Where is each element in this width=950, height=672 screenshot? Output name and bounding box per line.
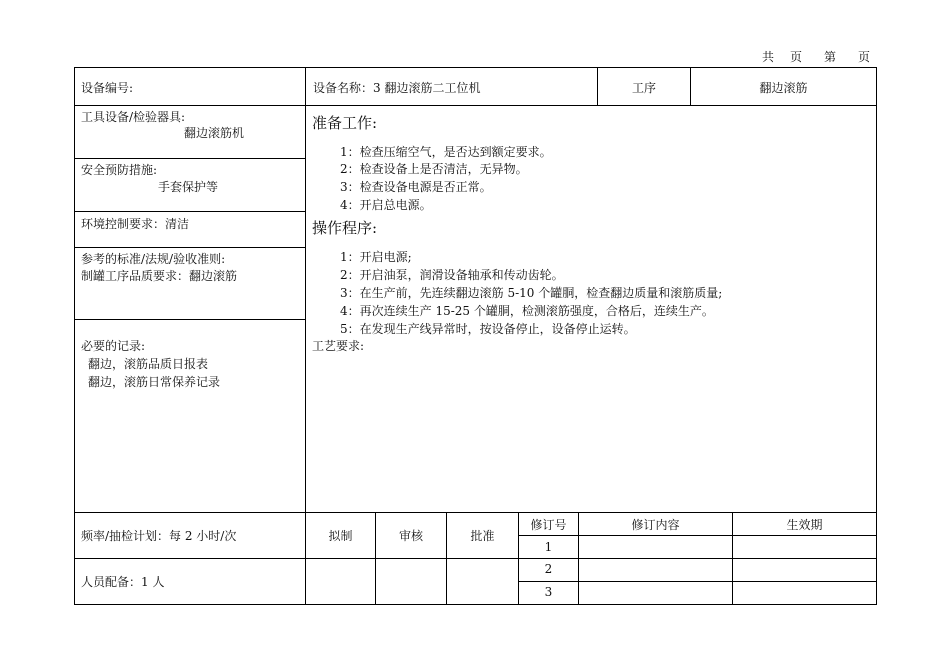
equipment-name-label: 设备名称：3 翻边滚筋二工位机 [313,81,481,95]
page-nth-label: 第 [824,50,837,64]
proc-item: 2：开启油泵，润滑设备轴承和传动齿轮。 [340,268,564,282]
proc-item: 5：在发现生产线异常时，按设备停止，设备停止运转。 [340,322,636,336]
rev-no-label: 修订号 [530,518,567,532]
effective-label: 生效期 [786,518,823,532]
record-item: 翻边，滚筋品质日报表 [88,357,209,371]
tools-value: 翻边滚筋机 [184,126,245,140]
approve-label: 批准 [470,529,495,543]
prep-item: 4：开启总电源。 [340,198,432,212]
tools-label: 工具设备/检验器具: [81,110,186,124]
rev-number: 1 [544,540,553,554]
rev-number: 2 [544,562,553,576]
std-value: 制罐工序品质要求：翻边滚筋 [81,269,238,283]
proc-item: 1：开启电源; [340,250,412,264]
std-label: 参考的标准/法规/验收准则: [81,252,226,266]
equipment-no-label: 设备编号: [81,81,134,95]
env-label: 环境控制要求：清洁 [81,217,190,231]
prep-title: 准备工作: [312,114,378,132]
review-label: 审核 [398,529,423,543]
records-label: 必要的记录: [81,339,146,353]
prep-item: 3：检查设备电源是否正常。 [340,180,492,194]
page-total-label: 共 [762,50,775,64]
proc-item: 3：在生产前，先连续翻边滚筋 5-10 个罐胴，检查翻边质量和滚筋质量; [340,286,723,300]
process-value: 翻边滚筋 [759,81,808,95]
rev-content-label: 修订内容 [631,518,680,532]
proc-item: 4：再次连续生产 15-25 个罐胴，检测滚筋强度，合格后，连续生产。 [340,304,714,318]
page-unit-label-2: 页 [858,50,871,64]
staff-label: 人员配备：1 人 [81,575,165,589]
craft-label: 工艺要求: [312,339,365,353]
safety-value: 手套保护等 [158,180,219,194]
draft-label: 拟制 [328,529,353,543]
record-item: 翻边，滚筋日常保养记录 [88,375,221,389]
prep-item: 1：检查压缩空气，是否达到额定要求。 [340,145,552,159]
proc-title: 操作程序: [312,219,378,237]
prep-item: 2：检查设备上是否清洁，无异物。 [340,162,528,176]
page-unit-label: 页 [790,50,803,64]
freq-label: 频率/抽检计划：每 2 小时/次 [81,529,237,543]
process-label: 工序 [631,81,656,95]
safety-label: 安全预防措施: [81,163,158,177]
rev-number: 3 [544,585,553,599]
